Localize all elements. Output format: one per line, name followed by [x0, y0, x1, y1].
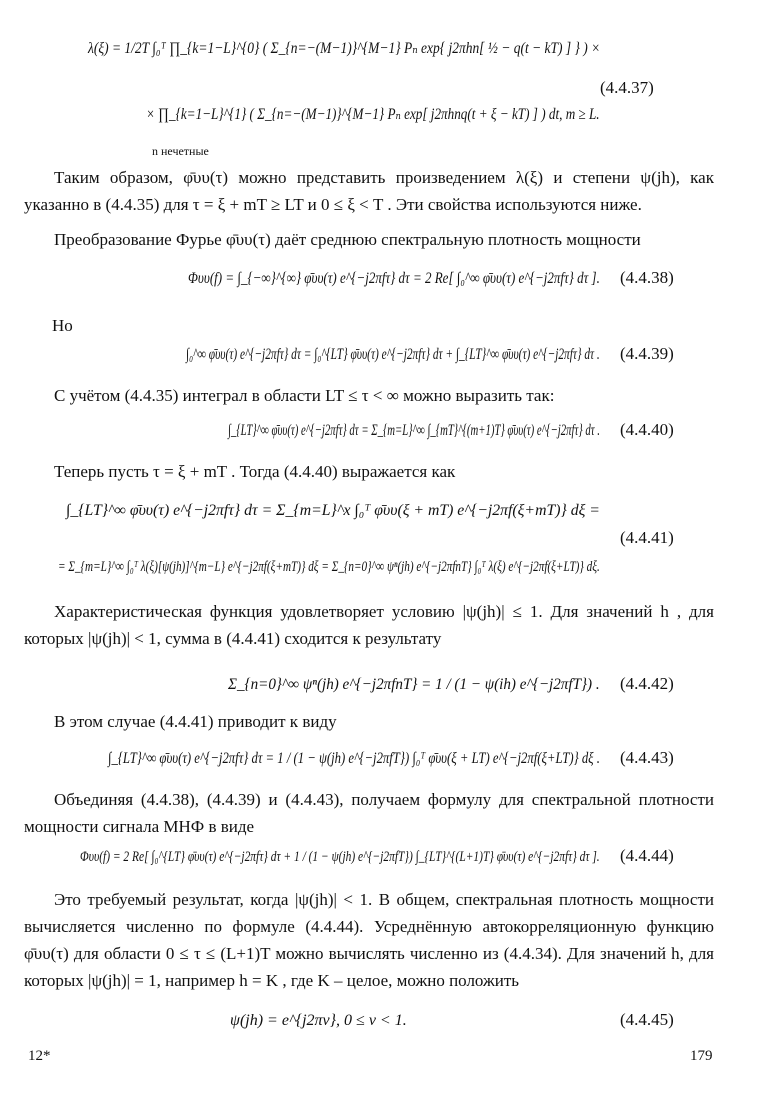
paragraph-6: Характеристическая функция удовлетворяет условию |ψ(jh)| ≤ 1. Для значений h , для которых |ψ(jh)| < 1, сумма в (4.4.41) сходится к результату [24, 602, 714, 648]
equation-4-4-41-line1: ∫_{LT}^∞ φ̄υυ(τ) e^{−j2πfτ} dτ = Σ_{m=L}^x ∫₀ᵀ φ̄υυ(ξ + mT) e^{−j2πf(ξ+mT)} dξ = [66, 502, 600, 519]
equation-4-4-43: ∫_{LT}^∞ φ̄υυ(τ) e^{−j2πfτ} dτ = 1 / (1 − ψ(jh) e^{−j2πfT}) ∫₀ᵀ φ̄υυ(ξ + LT) e^{−j2πf(ξ+LT)} dξ . [108, 750, 600, 767]
equation-number-4-4-42: (4.4.42) [620, 674, 674, 693]
equation-number-4-4-37: (4.4.37) [600, 78, 654, 97]
equation-4-4-39: ∫₀^∞ φ̄υυ(τ) e^{−j2πfτ} dτ = ∫₀^{LT} φ̄υυ(τ) e^{−j2πfτ} dτ + ∫_{LT}^∞ φ̄υυ(τ) e^{−j2πfτ} dτ . [186, 346, 600, 363]
equation-number-4-4-41: (4.4.41) [620, 528, 674, 547]
equation-4-4-44: Φυυ(f) = 2 Re[ ∫₀^{LT} φ̄υυ(τ) e^{−j2πfτ} dτ + 1 / (1 − ψ(jh) e^{−j2πfT}) ∫_{LT}^{(L+1)T} φ̄υυ(τ) e^{−j2πfτ} dτ ]. [80, 849, 600, 865]
equation-4-4-37-note: n нечетные [152, 144, 209, 158]
equation-number-4-4-39: (4.4.39) [620, 344, 674, 363]
paragraph-1: Таким образом, φ̄υυ(τ) можно представить произведением λ(ξ) и степени ψ(jh), как указанно в (4.4.35) для τ = ξ + mT ≥ LT и 0 ≤ ξ < T . Эти свойства используются ниже. [24, 168, 714, 214]
equation-number-4-4-45: (4.4.45) [620, 1010, 674, 1029]
equation-number-4-4-44: (4.4.44) [620, 846, 674, 865]
equation-4-4-41-line2: = Σ_{m=L}^∞ ∫₀ᵀ λ(ξ)[ψ(jh)]^{m−L} e^{−j2πf(ξ+mT)} dξ = Σ_{n=0}^∞ ψⁿ(jh) e^{−j2πfnT} ∫₀ᵀ λ(ξ) e^{−j2πf(ξ+LT)} dξ. [58, 559, 600, 575]
equation-4-4-37-line1: λ(ξ) = 1/2T ∫₀ᵀ ∏_{k=1−L}^{0} ( Σ_{n=−(M−1)}^{M−1} Pₙ exp{ j2πhn[ ½ − q(t − kT) ] } ) × [88, 40, 601, 57]
paragraph-4: С учётом (4.4.35) интеграл в области LT ≤ τ < ∞ можно выразить так: [54, 386, 555, 405]
signature-mark: 12* [28, 1048, 51, 1064]
equation-4-4-37-line2: × ∏_{k=1−L}^{1} ( Σ_{n=−(M−1)}^{M−1} Pₙ exp[ j2πhnq(t + ξ − kT) ] ) dt, m ≥ L. [146, 106, 600, 123]
paragraph-2: Преобразование Фурье φ̄υυ(τ) даёт среднюю спектральную плотность мощности [54, 230, 641, 249]
equation-4-4-38: Φυυ(f) = ∫_{−∞}^{∞} φ̄υυ(τ) e^{−j2πfτ} dτ = 2 Re[ ∫₀^∞ φ̄υυ(τ) e^{−j2πfτ} dτ ]. [188, 270, 600, 287]
paragraph-7: В этом случае (4.4.41) приводит к виду [54, 712, 337, 731]
equation-4-4-45: ψ(jh) = e^{j2πν}, 0 ≤ ν < 1. [230, 1012, 407, 1029]
equation-4-4-40: ∫_{LT}^∞ φ̄υυ(τ) e^{−j2πfτ} dτ = Σ_{m=L}^∞ ∫_{mT}^{(m+1)T} φ̄υυ(τ) e^{−j2πfτ} dτ . [228, 422, 600, 439]
paragraph-5: Теперь пусть τ = ξ + mT . Тогда (4.4.40) выражается как [54, 462, 456, 481]
page-number: 179 [690, 1048, 713, 1064]
paragraph-8: Объединяя (4.4.38), (4.4.39) и (4.4.43), получаем формулу для спектральной плотности мощности сигнала МНФ в виде [24, 790, 714, 836]
paragraph-9: Это требуемый результат, когда |ψ(jh)| < 1. В общем, спектральная плотность мощности вычисляется численно по формуле (4.4.44). Усреднённую автокорреляционную функцию φ̄υυ(τ) для области 0 ≤ τ ≤ (L+1)T можно вычислять численно из (4.4.34). Для значений h, для которых |ψ(jh)| = 1, например h = K , где K – целое, можно положить [24, 890, 714, 990]
equation-number-4-4-40: (4.4.40) [620, 420, 674, 439]
paragraph-3: Но [52, 316, 73, 335]
equation-number-4-4-43: (4.4.43) [620, 748, 674, 767]
equation-4-4-42: Σ_{n=0}^∞ ψⁿ(jh) e^{−j2πfnT} = 1 / (1 − ψ(ih) e^{−j2πfT}) . [228, 676, 600, 693]
equation-number-4-4-38: (4.4.38) [620, 268, 674, 287]
